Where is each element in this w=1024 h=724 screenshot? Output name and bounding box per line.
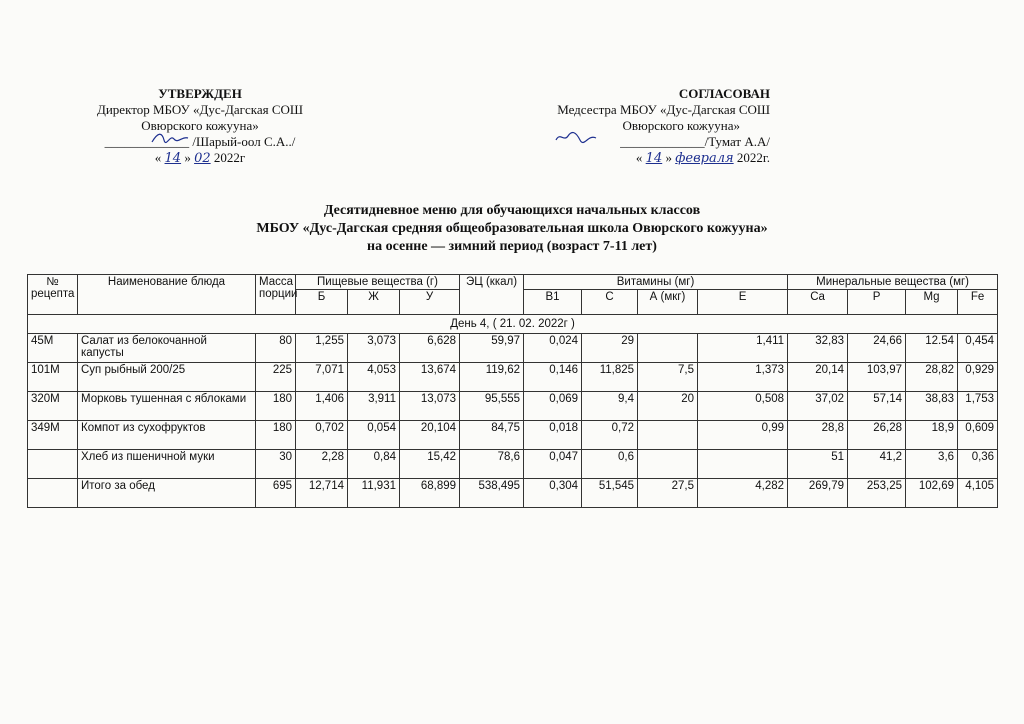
title-line3: на осенне — зимний период (возраст 7-11 лет)	[367, 239, 657, 254]
approved-heading: УТВЕРЖДЕН	[158, 86, 242, 101]
cell-value: 1,753	[958, 392, 998, 421]
header-fe: Fe	[958, 290, 998, 315]
cell-value: 28,82	[906, 363, 958, 392]
cell-value: 1,406	[296, 392, 348, 421]
cell-value: 68,899	[400, 479, 460, 508]
cell-value: 95,555	[460, 392, 524, 421]
cell-value: 0,929	[958, 363, 998, 392]
agreed-date: « 14 » февраля 2022г.	[635, 150, 770, 166]
cell-value: 2,28	[296, 450, 348, 479]
header-fat: Ж	[348, 290, 400, 315]
cell-value: 12,714	[296, 479, 348, 508]
cell-value: 0,84	[348, 450, 400, 479]
cell-value: 0,024	[524, 334, 582, 363]
cell-value: 0,72	[582, 421, 638, 450]
approved-line1: Директор МБОУ «Дус-Дагская СОШ	[96, 102, 304, 117]
cell-value: 11,931	[348, 479, 400, 508]
agreed-line1: Медсестра МБОУ «Дус-Дагская СОШ	[557, 102, 770, 117]
cell-value: 180	[256, 421, 296, 450]
cell-value: 80	[256, 334, 296, 363]
agreed-date-month: февраля	[675, 151, 734, 166]
cell-dish-name: Компот из сухофруктов	[78, 421, 256, 450]
title-line1: Десятидневное меню для обучающихся начальных классов	[323, 203, 701, 218]
header-energy: ЭЦ (ккал)	[460, 275, 524, 315]
table-row	[28, 421, 998, 450]
agreed-line2: Овюрского кожууна»	[622, 118, 740, 133]
cell-value: 18,9	[906, 421, 958, 450]
cell-value: 20,14	[788, 363, 848, 392]
cell-value: 538,495	[460, 479, 524, 508]
header-portion-mass: Масса порции	[256, 275, 296, 315]
director-signature	[150, 130, 190, 146]
cell-value: 38,83	[906, 392, 958, 421]
cell-value: 0,508	[698, 392, 788, 421]
cell-value: 0,454	[958, 334, 998, 363]
table-row	[28, 392, 998, 421]
cell-value: 0,069	[524, 392, 582, 421]
cell-value: 4,105	[958, 479, 998, 508]
cell-value: 102,69	[906, 479, 958, 508]
cell-dish-name: Салат из белокочанной капусты	[78, 334, 256, 363]
cell-recipe	[28, 479, 78, 508]
cell-value: 11,825	[582, 363, 638, 392]
cell-value: 12.54	[906, 334, 958, 363]
cell-value: 0,99	[698, 421, 788, 450]
cell-value	[638, 450, 698, 479]
cell-value: 269,79	[788, 479, 848, 508]
header-mg: Mg	[906, 290, 958, 315]
cell-value: 29	[582, 334, 638, 363]
cell-value: 37,02	[788, 392, 848, 421]
table-row	[28, 479, 998, 508]
agreed-signature-line: _____________/Тумат А.А/	[474, 134, 770, 150]
document-title	[0, 202, 1024, 256]
header-vit-e: Е	[698, 290, 788, 315]
header-vit-c: С	[582, 290, 638, 315]
cell-value: 32,83	[788, 334, 848, 363]
cell-value: 13,073	[400, 392, 460, 421]
cell-value: 15,42	[400, 450, 460, 479]
table-row	[28, 363, 998, 392]
cell-value: 0,304	[524, 479, 582, 508]
cell-value	[638, 421, 698, 450]
cell-dish-name: Итого за обед	[78, 479, 256, 508]
cell-value: 1,255	[296, 334, 348, 363]
cell-value: 180	[256, 392, 296, 421]
cell-value: 4,282	[698, 479, 788, 508]
cell-dish-name: Суп рыбный 200/25	[78, 363, 256, 392]
header-recipe-number: № рецепта	[28, 275, 78, 315]
cell-value: 59,97	[460, 334, 524, 363]
menu-table	[27, 274, 998, 508]
cell-value: 0,36	[958, 450, 998, 479]
header-vit-a: А (мкг)	[638, 290, 698, 315]
approved-date: « 14 » 02 2022г	[154, 150, 246, 166]
cell-value: 3,6	[906, 450, 958, 479]
cell-value: 30	[256, 450, 296, 479]
cell-value: 57,14	[848, 392, 906, 421]
cell-dish-name: Морковь тушенная с яблоками	[78, 392, 256, 421]
header-minerals: Минеральные вещества (мг)	[788, 275, 998, 290]
agreed-block	[474, 86, 770, 167]
cell-value: 13,674	[400, 363, 460, 392]
cell-value: 225	[256, 363, 296, 392]
cell-value: 20	[638, 392, 698, 421]
cell-value: 0,054	[348, 421, 400, 450]
cell-value: 20,104	[400, 421, 460, 450]
cell-recipe	[28, 450, 78, 479]
cell-value: 26,28	[848, 421, 906, 450]
cell-value: 84,75	[460, 421, 524, 450]
title-line2: МБОУ «Дус-Дагская средняя общеобразовательная школа Овюрского кожууна»	[256, 221, 768, 236]
header-p: P	[848, 290, 906, 315]
cell-value: 7,5	[638, 363, 698, 392]
table-row	[28, 450, 998, 479]
cell-value: 0,018	[524, 421, 582, 450]
cell-recipe: 349М	[28, 421, 78, 450]
approved-date-day: 14	[164, 151, 182, 166]
table-row	[28, 334, 998, 363]
nurse-signature	[554, 130, 598, 146]
cell-value: 51,545	[582, 479, 638, 508]
cell-value: 103,97	[848, 363, 906, 392]
cell-value: 78,6	[460, 450, 524, 479]
cell-value: 1,373	[698, 363, 788, 392]
cell-value: 0,146	[524, 363, 582, 392]
cell-value: 27,5	[638, 479, 698, 508]
cell-value: 41,2	[848, 450, 906, 479]
cell-value	[698, 450, 788, 479]
day-label: День 4, ( 21. 02. 2022г )	[28, 315, 998, 334]
cell-value: 0,609	[958, 421, 998, 450]
cell-value: 7,071	[296, 363, 348, 392]
approved-block	[80, 86, 320, 167]
cell-value: 1,411	[698, 334, 788, 363]
cell-value: 695	[256, 479, 296, 508]
approved-line2: Овюрского кожууна»	[141, 118, 259, 133]
header-dish-name: Наименование блюда	[78, 275, 256, 315]
cell-value: 3,073	[348, 334, 400, 363]
header-protein: Б	[296, 290, 348, 315]
cell-value: 0,702	[296, 421, 348, 450]
cell-value	[638, 334, 698, 363]
approved-signature-line: _____________ /Шарый-оол С.А../	[80, 134, 320, 150]
cell-value: 24,66	[848, 334, 906, 363]
cell-value: 6,628	[400, 334, 460, 363]
header-ca: Ca	[788, 290, 848, 315]
cell-recipe: 320М	[28, 392, 78, 421]
header-carbs: У	[400, 290, 460, 315]
cell-value: 119,62	[460, 363, 524, 392]
cell-value: 51	[788, 450, 848, 479]
header-nutrients: Пищевые вещества (г)	[296, 275, 460, 290]
cell-value: 28,8	[788, 421, 848, 450]
cell-recipe: 45М	[28, 334, 78, 363]
approved-date-month: 02	[194, 151, 211, 166]
header-vit-b1: В1	[524, 290, 582, 315]
cell-recipe: 101М	[28, 363, 78, 392]
cell-value: 0,6	[582, 450, 638, 479]
cell-value: 253,25	[848, 479, 906, 508]
agreed-heading: СОГЛАСОВАН	[678, 86, 770, 101]
cell-value: 4,053	[348, 363, 400, 392]
cell-value: 0,047	[524, 450, 582, 479]
cell-dish-name: Хлеб из пшеничной муки	[78, 450, 256, 479]
cell-value: 9,4	[582, 392, 638, 421]
table-body	[28, 315, 998, 508]
header-vitamins: Витамины (мг)	[524, 275, 788, 290]
cell-value: 3,911	[348, 392, 400, 421]
agreed-date-day: 14	[645, 151, 663, 166]
